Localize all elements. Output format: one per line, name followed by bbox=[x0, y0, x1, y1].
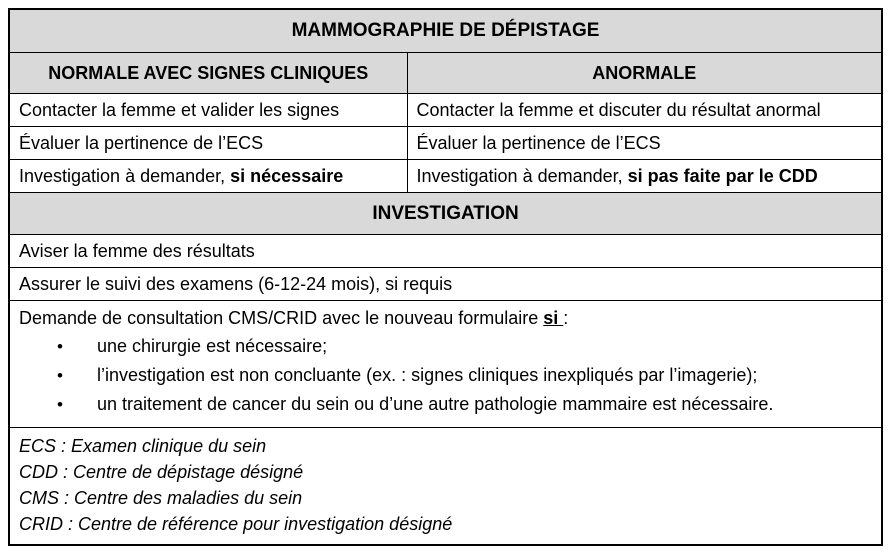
legend-line-cdd: CDD : Centre de dépistage désigné bbox=[19, 462, 304, 482]
cell-text-prefix: Investigation à demander, bbox=[19, 165, 231, 186]
cell-evaluer-ecs-right: Évaluer la pertinence de l’ECS bbox=[407, 127, 882, 160]
cell-contacter-discuter: Contacter la femme et discuter du résultat anormal bbox=[407, 94, 882, 127]
table-title: MAMMOGRAPHIE DE DÉPISTAGE bbox=[9, 9, 882, 53]
consult-text-prefix: Demande de consultation CMS/CRID avec le nouveau formulaire bbox=[19, 308, 544, 328]
legend-line-crid: CRID : Centre de référence pour investigation désigné bbox=[19, 514, 453, 534]
consult-text-suffix: : bbox=[563, 308, 569, 328]
legend-line-cms: CMS : Centre des maladies du sein bbox=[19, 488, 303, 508]
table-row bbox=[9, 235, 882, 268]
mammography-followup-table bbox=[8, 8, 883, 546]
table-row bbox=[9, 160, 882, 193]
cell-assurer-suivi: Assurer le suivi des examens (6-12-24 mois), si requis bbox=[9, 268, 882, 301]
column-header-normale-avec-signes: NORMALE AVEC SIGNES CLINIQUES bbox=[9, 53, 407, 94]
bullet-text: l’investigation est non concluante (ex. : signes cliniques inexpliqués par l’imagerie); bbox=[97, 365, 758, 385]
table-row bbox=[9, 53, 882, 94]
consult-heading bbox=[19, 305, 872, 332]
section-header-investigation: INVESTIGATION bbox=[9, 193, 882, 235]
table-row bbox=[9, 193, 882, 235]
bullet-item-traitement-cancer bbox=[19, 390, 872, 419]
cell-text-bold: si pas faite par le CDD bbox=[627, 165, 818, 186]
table-row bbox=[9, 9, 882, 53]
table-row bbox=[9, 94, 882, 127]
consult-text-si: si bbox=[543, 308, 564, 328]
bullet-icon: • bbox=[57, 395, 63, 414]
cell-legend-abbreviations bbox=[9, 428, 882, 546]
bullet-text: une chirurgie est nécessaire; bbox=[97, 336, 328, 356]
bullet-item-chirurgie bbox=[19, 332, 872, 361]
cell-text-bold: si nécessaire bbox=[230, 165, 344, 186]
bullet-item-non-concluante bbox=[19, 361, 872, 390]
bullet-icon: • bbox=[57, 337, 63, 356]
column-header-anormale: ANORMALE bbox=[407, 53, 882, 94]
table-row bbox=[9, 268, 882, 301]
cell-text-prefix: Investigation à demander, bbox=[416, 165, 628, 186]
cell-contacter-valider: Contacter la femme et valider les signes bbox=[9, 94, 407, 127]
cell-investigation-demander-right bbox=[407, 160, 882, 193]
table-row bbox=[9, 428, 882, 546]
table-row bbox=[9, 127, 882, 160]
bullet-text: un traitement de cancer du sein ou d’une autre pathologie mammaire est nécessaire. bbox=[97, 394, 774, 414]
table-row bbox=[9, 301, 882, 428]
legend-line-ecs: ECS : Examen clinique du sein bbox=[19, 436, 267, 456]
cell-demande-consultation bbox=[9, 301, 882, 428]
cell-evaluer-ecs-left: Évaluer la pertinence de l’ECS bbox=[9, 127, 407, 160]
cell-aviser-femme: Aviser la femme des résultats bbox=[9, 235, 882, 268]
bullet-icon: • bbox=[57, 366, 63, 385]
cell-investigation-demander-left bbox=[9, 160, 407, 193]
